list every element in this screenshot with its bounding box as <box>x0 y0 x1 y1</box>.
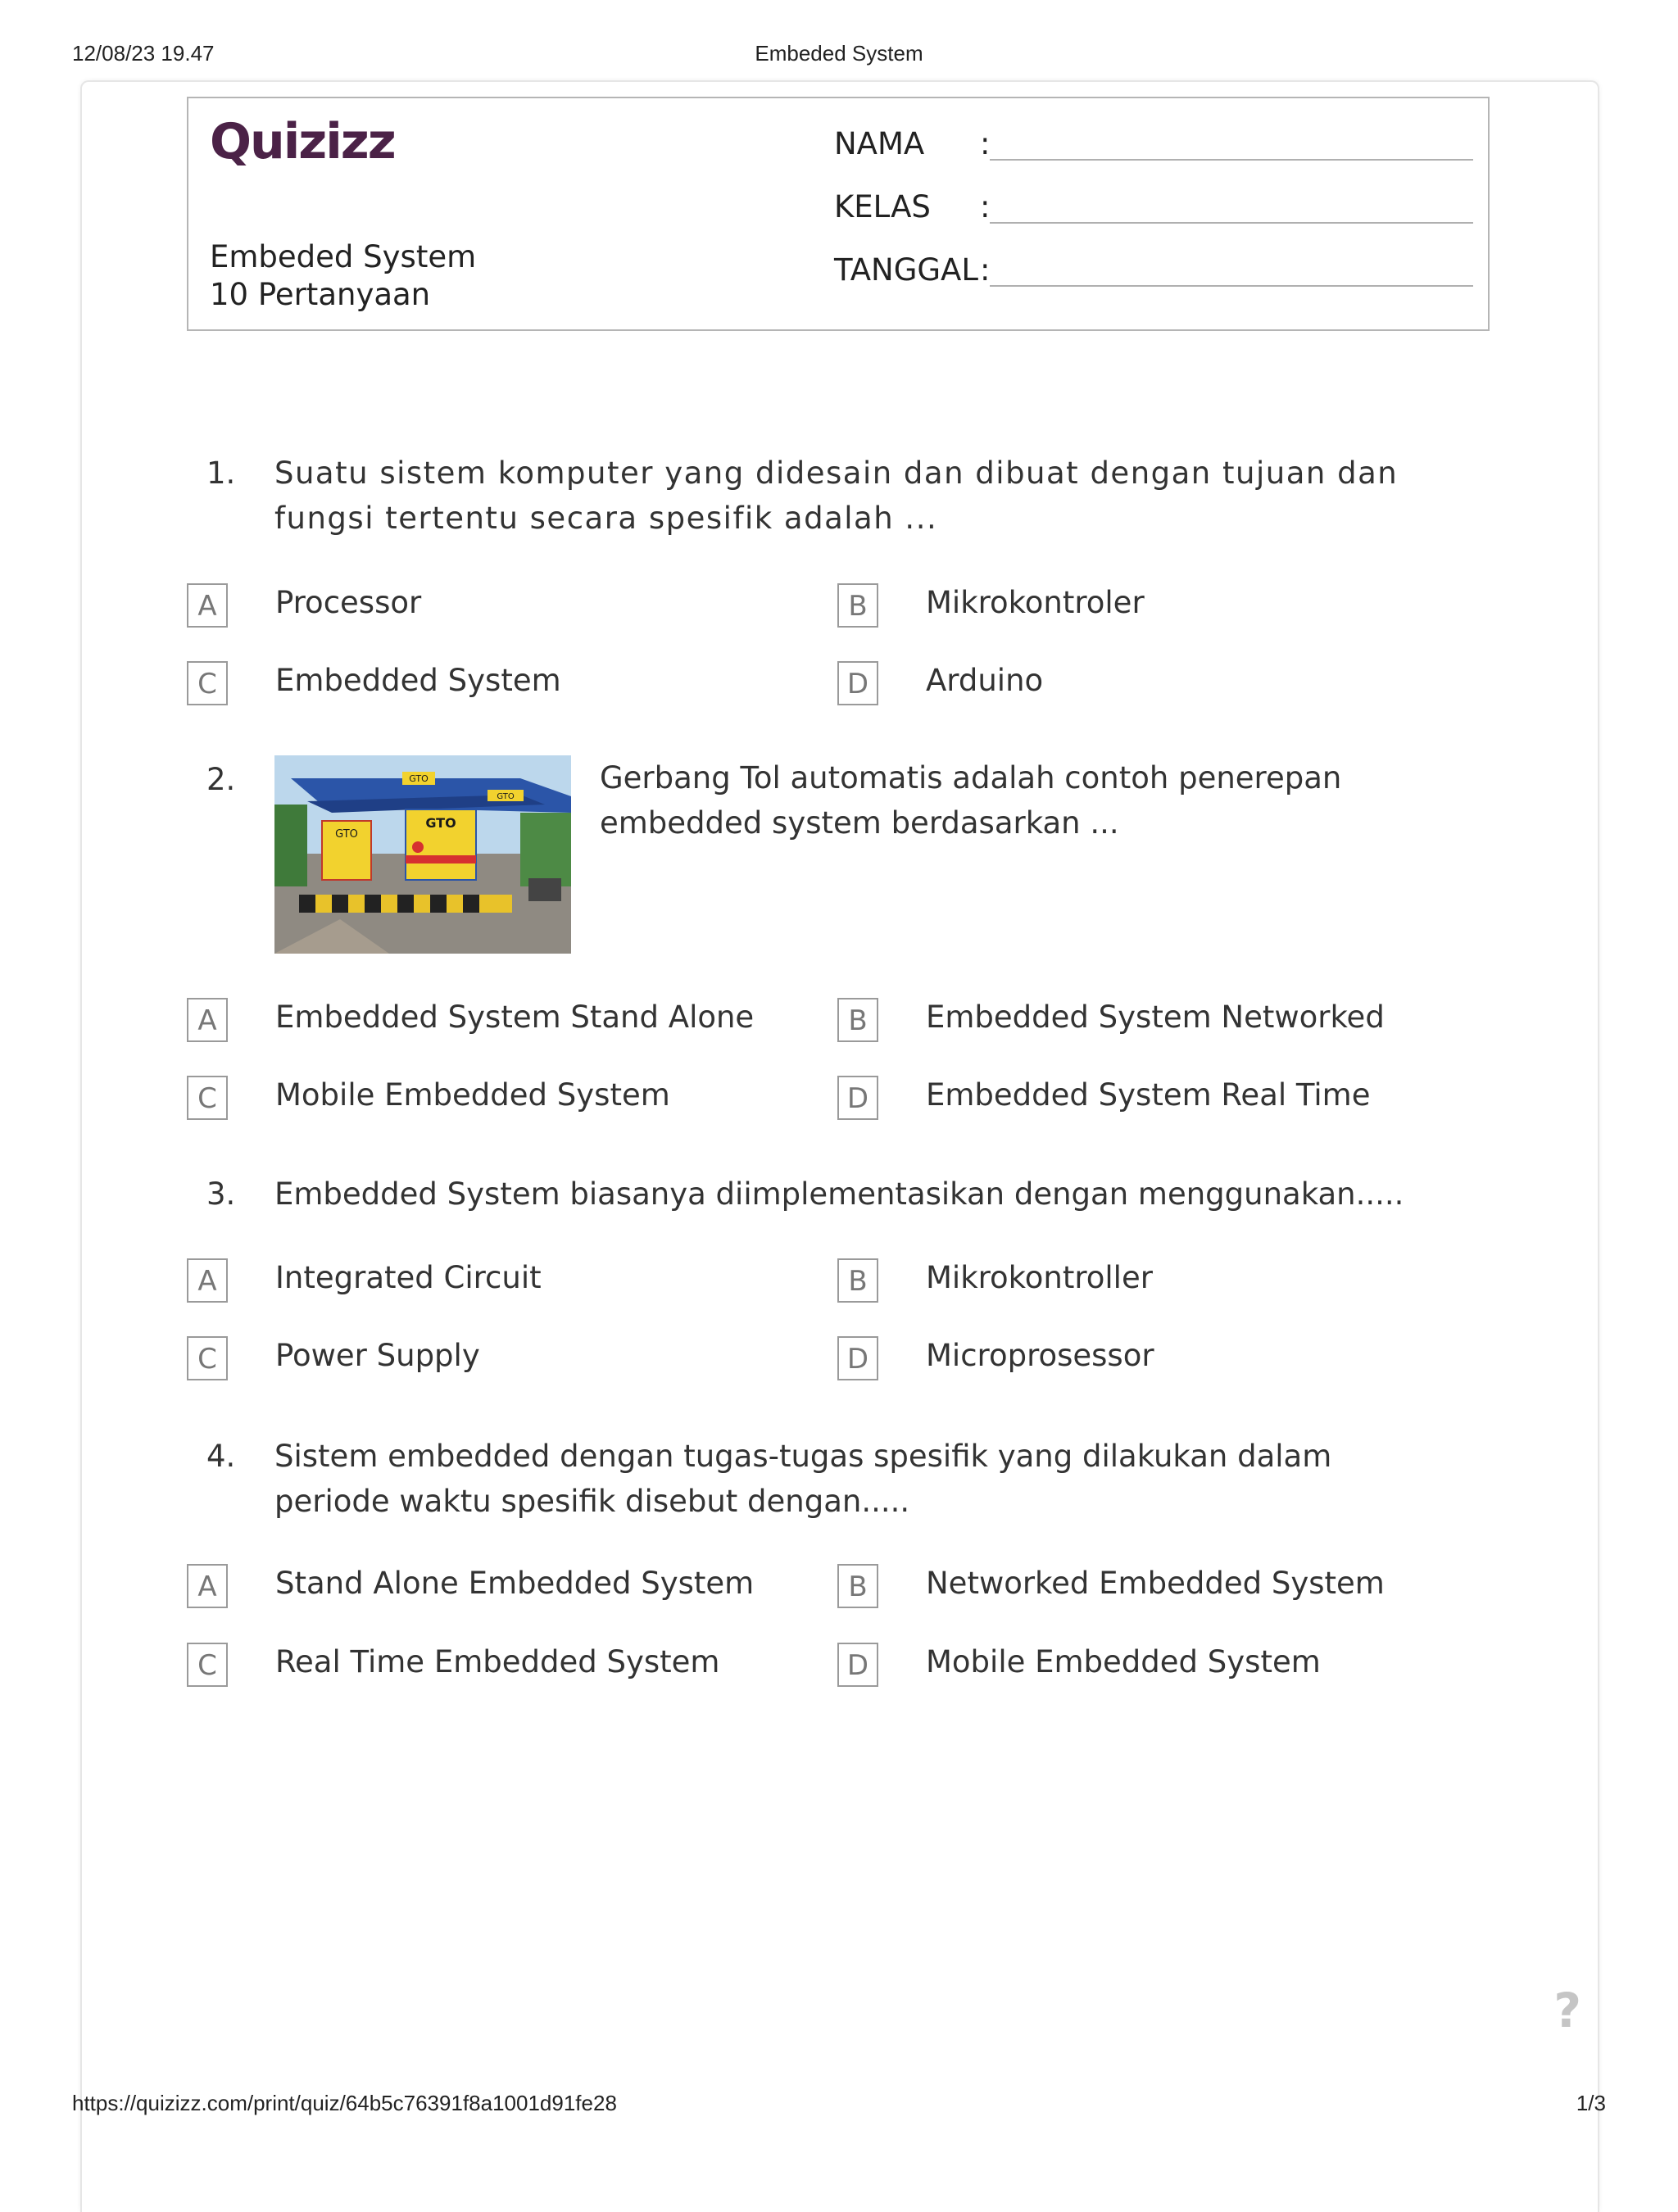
option-letter: A <box>187 1564 228 1608</box>
print-url: https://quizizz.com/print/quiz/64b5c76391f8a1001d91fe28 <box>72 2091 617 2115</box>
question-number: 4. <box>206 1439 236 1474</box>
gto-sign-top: GTO <box>409 773 429 784</box>
print-date: 12/08/23 19.47 <box>72 41 215 66</box>
option-text: Embedded System Networked <box>926 999 1385 1035</box>
gto-sign-center: GTO <box>425 815 456 831</box>
option-text: Real Time Embedded System <box>275 1644 720 1679</box>
option-letter: C <box>187 661 228 705</box>
question-text: Sistem embedded dengan tugas-tugas spesifik yang dilakukan dalam periode waktu spesifik disebut dengan..... <box>274 1439 1332 1519</box>
option-letter: A <box>187 998 228 1042</box>
print-footer <box>72 2091 1606 2119</box>
option-letter: B <box>837 1564 878 1608</box>
student-info-box <box>187 97 1490 331</box>
option-letter: A <box>187 1258 228 1303</box>
gto-sign-right: GTO <box>497 792 515 801</box>
print-doc-title: Embeded System <box>755 41 923 66</box>
quiz-sheet <box>80 80 1599 2212</box>
date-colon: : <box>980 252 991 288</box>
option-text: Embedded System <box>275 663 561 698</box>
option-text: Networked Embedded System <box>926 1566 1385 1601</box>
question-mark-icon[interactable]: ? <box>1553 1983 1581 2038</box>
option-text: Integrated Circuit <box>275 1260 542 1295</box>
print-header <box>72 41 1606 69</box>
name-field <box>834 113 1473 162</box>
option-letter: B <box>837 583 878 628</box>
option-text: Embedded System Real Time <box>926 1077 1371 1113</box>
question-text: Gerbang Tol automatis adalah contoh penerepan embedded system berdasarkan ... <box>600 760 1342 841</box>
class-label: KELAS <box>834 189 931 224</box>
option-text: Microprosessor <box>926 1338 1154 1373</box>
date-field <box>834 239 1473 288</box>
option-text: Arduino <box>926 663 1044 698</box>
question-number: 2. <box>206 762 236 797</box>
question-text: Suatu sistem komputer yang didesain dan dibuat dengan tujuan dan fungsi tertentu secara spesifik adalah ... <box>274 456 1399 536</box>
option-text: Power Supply <box>275 1338 480 1373</box>
option-text: Mikrokontroller <box>926 1260 1153 1295</box>
toll-gate-image <box>274 755 571 954</box>
toll-gate-illustration <box>274 755 571 954</box>
date-label: TANGGAL <box>834 252 978 288</box>
option-letter: D <box>837 1643 878 1687</box>
option-text: Mobile Embedded System <box>275 1077 670 1113</box>
question-number: 3. <box>206 1176 236 1212</box>
option-text: Embedded System Stand Alone <box>275 999 755 1035</box>
option-letter: C <box>187 1336 228 1380</box>
option-letter: D <box>837 1336 878 1380</box>
page-number: 1/3 <box>1576 2091 1606 2115</box>
option-letter: D <box>837 661 878 705</box>
option-letter: C <box>187 1076 228 1120</box>
name-colon: : <box>980 126 991 161</box>
quiz-title: Embeded System <box>210 239 477 274</box>
option-letter: B <box>837 998 878 1042</box>
option-text: Mikrokontroler <box>926 585 1145 620</box>
question-text: Embedded System biasanya diimplementasikan dengan menggunakan..... <box>274 1176 1404 1212</box>
option-text: Processor <box>275 585 422 620</box>
gto-sign-left: GTO <box>335 828 358 841</box>
option-text: Stand Alone Embedded System <box>275 1566 755 1601</box>
class-line <box>990 222 1473 224</box>
quizizz-logo: Quizizz <box>210 113 395 170</box>
question-number: 1. <box>206 456 236 491</box>
name-line <box>990 159 1473 161</box>
option-letter: B <box>837 1258 878 1303</box>
option-text: Mobile Embedded System <box>926 1644 1321 1679</box>
option-letter: A <box>187 583 228 628</box>
option-letter: D <box>837 1076 878 1120</box>
class-colon: : <box>980 189 991 224</box>
date-line <box>990 285 1473 287</box>
question-count: 10 Pertanyaan <box>210 277 431 312</box>
option-letter: C <box>187 1643 228 1687</box>
name-label: NAMA <box>834 126 925 161</box>
class-field <box>834 176 1473 225</box>
